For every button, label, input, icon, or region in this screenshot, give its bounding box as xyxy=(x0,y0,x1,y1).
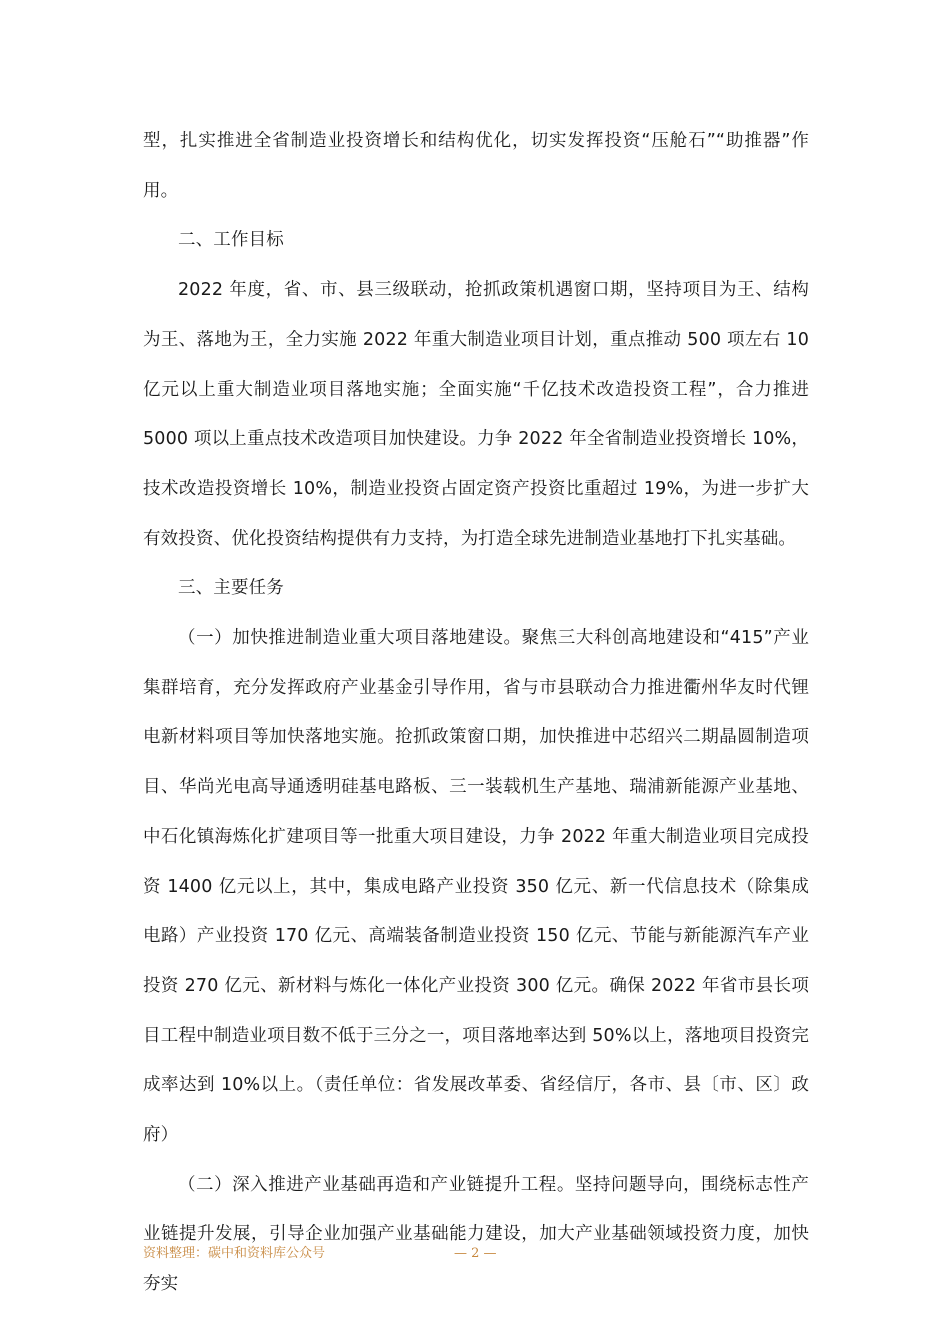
page-number: — 2 — xyxy=(454,1246,497,1261)
paragraph-task-2: （二）深入推进产业基础再造和产业链提升工程。坚持问题导向，围绕标志性产业链提升发展，引导企业加强产业基础能力建设，加大产业基础领域投资力度，加快夯实 xyxy=(143,1174,809,1295)
document-body xyxy=(143,117,809,1310)
footer-source: 资料整理：碳中和资料库公众号 xyxy=(143,1246,326,1261)
paragraph-continuation: 型，扎实推进全省制造业投资增长和结构优化，切实发挥投资“压舱石”“助推器”作用。 xyxy=(143,131,809,201)
paragraph-task-1: （一）加快推进制造业重大项目落地建设。聚焦三大科创高地建设和“415”产业集群培育，充分发挥政府产业基金引导作用，省与市县联动合力推进衢州华友时代锂电新材料项目等加快落地实施。抢抓政策窗口期，加快推进中芯绍兴二期晶圆制造项目、华尚光电高导通透明硅基电路板、三一装载机生产基地、瑞浦新能源产业基地、中石化镇海炼化扩建项目等一批重大项目建设，力争 2022 年重大制造业项目完成投资 1400 亿元以上，其中，集成电路产业投资 350 亿元、新一代信息技术（除集成电路）产业投资 170 亿元、高端装备制造业投资 150 亿元、节能与新能源汽车产业投资 270 亿元、新材料与炼化一体化产业投资 300 亿元。确保 2022 年省市县长项目工程中制造业项目数不低于三分之一，项目落地率达到 50%以上，落地项目投资完成率达到 10%以上。（责任单位：省发展改革委、省经信厅，各市、县〔市、区〕政府） xyxy=(143,628,809,1146)
paragraph-goals: 2022 年度，省、市、县三级联动，抢抓政策机遇窗口期，坚持项目为王、结构为王、落地为王，全力实施 2022 年重大制造业项目计划，重点推动 500 项左右 10 亿元以上重大制造业项目落地实施；全面实施“千亿技术改造投资工程”，合力推进 5000 项以上重点技术改造项目加快建设。力争 2022 年全省制造业投资增长 10%，技术改造投资增长 10%，制造业投资占固定资产投资比重超过 19%，为进一步扩大有效投资、优化投资结构提供有力支持，为打造全球先进制造业基地打下扎实基础。 xyxy=(143,280,809,549)
section-heading-goals: 二、工作目标 xyxy=(178,230,284,251)
section-heading-tasks: 三、主要任务 xyxy=(178,578,284,599)
